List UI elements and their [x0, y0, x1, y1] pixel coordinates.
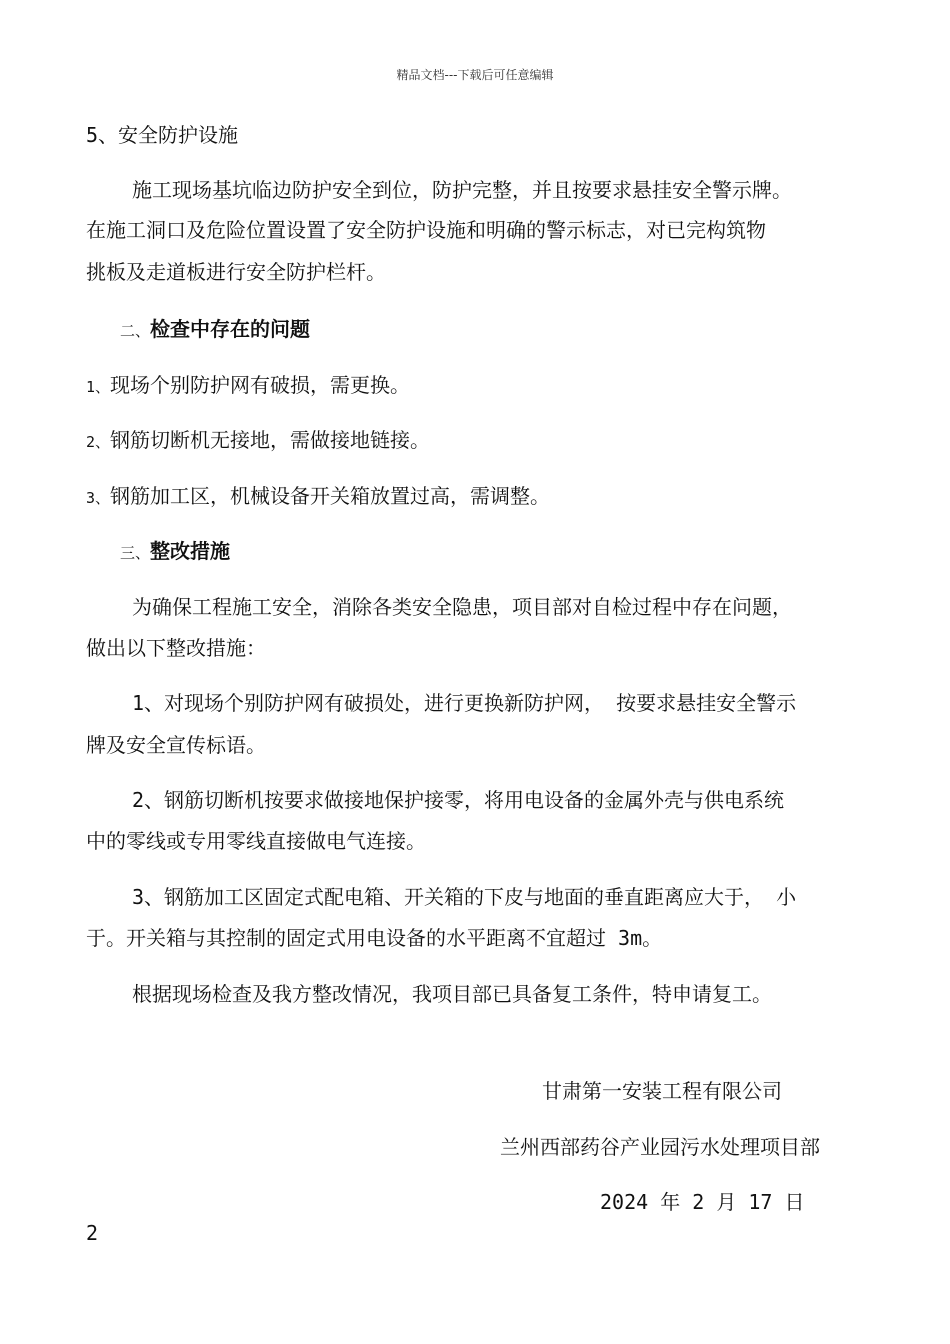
paragraph-line: 做出以下整改措施：	[86, 636, 266, 660]
issue-item	[86, 483, 550, 511]
issue-text: 现场个别防护网有破损，需更换。	[110, 373, 411, 397]
project-department: 兰州西部药谷产业园污水处理项目部	[500, 1135, 820, 1159]
issue-number: 3、	[86, 489, 111, 507]
paragraph-line: 施工现场基坑临边防护安全到位，防护完整，并且按要求悬挂安全警示牌。	[132, 178, 792, 202]
company-name: 甘肃第一安装工程有限公司	[542, 1079, 782, 1103]
signature-date: 2024 年 2 月 17 日	[600, 1190, 805, 1214]
heading-number: 二、	[120, 322, 151, 340]
issue-number: 1、	[86, 378, 111, 396]
issues-heading	[120, 316, 310, 344]
paragraph-line: 挑板及走道板进行安全防护栏杆。	[86, 260, 386, 284]
measures-heading	[120, 538, 230, 566]
issue-item	[86, 372, 410, 400]
heading-number: 三、	[120, 544, 151, 562]
measure-line: 2、钢筋切断机按要求做接地保护接零，将用电设备的金属外壳与供电系统	[132, 788, 785, 812]
measure-line: 3、钢筋加工区固定式配电箱、开关箱的下皮与地面的垂直距离应大于， 小	[132, 885, 797, 909]
page-header: 精品文档---下载后可任意编辑	[396, 68, 554, 82]
section-heading: 5、安全防护设施	[86, 123, 239, 147]
heading-text: 检查中存在的问题	[150, 317, 311, 341]
measure-line: 牌及安全宣传标语。	[86, 733, 266, 757]
issue-number: 2、	[86, 433, 111, 451]
issue-item	[86, 427, 430, 455]
paragraph-line: 为确保工程施工安全，消除各类安全隐患，项目部对自检过程中存在问题，	[132, 595, 792, 619]
issue-text: 钢筋加工区，机械设备开关箱放置过高，需调整。	[110, 484, 551, 508]
measure-line: 中的零线或专用零线直接做电气连接。	[86, 829, 426, 853]
heading-text: 整改措施	[150, 539, 231, 563]
paragraph-line: 在施工洞口及危险位置设置了安全防护设施和明确的警示标志，对已完构筑物	[86, 218, 766, 242]
page-number: 2	[86, 1221, 99, 1245]
closing-statement: 根据现场检查及我方整改情况，我项目部已具备复工条件，特申请复工。	[132, 982, 772, 1006]
measure-line: 于。开关箱与其控制的固定式用电设备的水平距离不宜超过 3m。	[86, 926, 663, 950]
measure-line: 1、对现场个别防护网有破损处，进行更换新防护网， 按要求悬挂安全警示	[132, 691, 797, 715]
issue-text: 钢筋切断机无接地，需做接地链接。	[110, 428, 431, 452]
